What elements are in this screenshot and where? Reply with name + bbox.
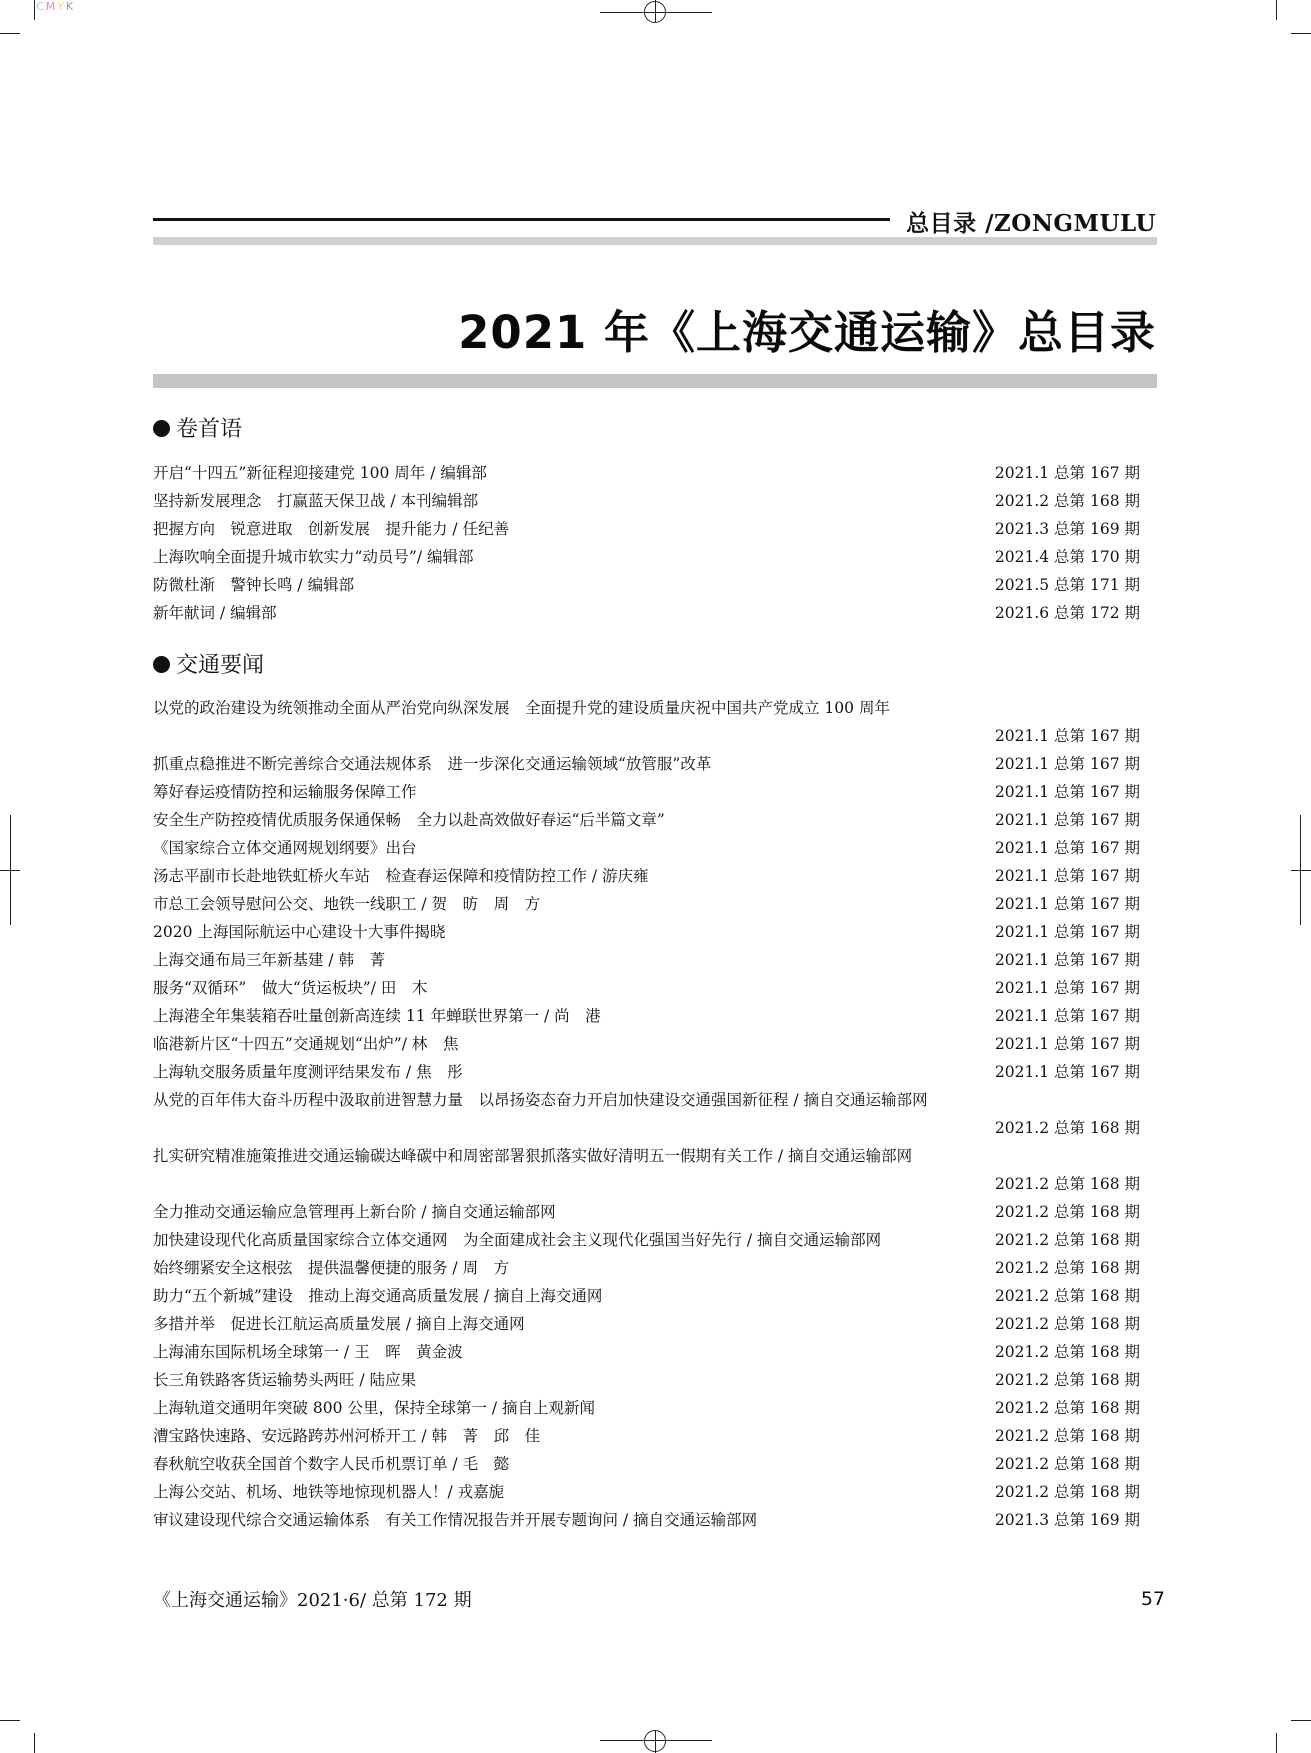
toc-entry — [153, 1198, 1140, 1226]
toc-entry-title: 扎实研究精准施策推进交通运输碳达峰碳中和周密部署狠抓落实做好清明五一假期有关工作 / 摘自交通运输部网 — [153, 1147, 913, 1165]
toc-entry-issue: 2021.4 总第 170 期 — [994, 548, 1140, 566]
toc-entry-title: 上海交通布局三年新基建 / 韩 菁 — [153, 951, 386, 969]
toc-entry-issue: 2021.1 总第 167 期 — [994, 1035, 1140, 1053]
toc-entry-issue: 2021.1 总第 167 期 — [994, 727, 1140, 745]
page-title: 2021 年《上海交通运输》总目录 — [458, 306, 1156, 359]
toc-entry — [153, 1366, 1140, 1394]
toc-entry — [153, 778, 1140, 806]
toc-entry-title: 漕宝路快速路、安远路跨苏州河桥开工 / 韩 菁 邱 佳 — [153, 1427, 541, 1445]
toc-entry-title: 长三角铁路客货运输势头两旺 / 陆应果 — [153, 1371, 417, 1389]
bullet-icon — [153, 420, 170, 437]
toc-entry — [153, 974, 1140, 1002]
toc-entry — [153, 1226, 1140, 1254]
toc-entry-title: 上海公交站、机场、地铁等地惊现机器人！/ 戎嘉旎 — [153, 1483, 505, 1501]
toc-entry-title: 上海吹响全面提升城市软实力“动员号”/ 编辑部 — [153, 548, 474, 566]
toc-entry — [153, 1338, 1140, 1366]
toc-entry-title: 开启“十四五”新征程迎接建党 100 周年 / 编辑部 — [153, 464, 487, 482]
toc-entry-issue: 2021.2 总第 168 期 — [994, 1203, 1140, 1221]
toc-list-transport-news — [153, 694, 1140, 1534]
toc-entry-title: 防微杜渐 警钟长鸣 / 编辑部 — [153, 576, 355, 594]
toc-entry-title: 审议建设现代综合交通运输体系 有关工作情况报告并开展专题询问 / 摘自交通运输部网 — [153, 1511, 758, 1529]
toc-entry-title: 把握方向 锐意进取 创新发展 提升能力 / 任纪善 — [153, 520, 510, 538]
toc-entry-title: 上海浦东国际机场全球第一 / 王 晖 黄金波 — [153, 1343, 463, 1361]
toc-entry — [153, 918, 1140, 946]
toc-entry — [153, 543, 1140, 571]
toc-entry-issue: 2021.2 总第 168 期 — [994, 1455, 1140, 1473]
toc-entry — [153, 1478, 1140, 1506]
bullet-icon — [153, 656, 170, 673]
toc-entry-issue: 2021.1 总第 167 期 — [994, 1063, 1140, 1081]
toc-entry — [153, 1086, 1140, 1142]
title-gray-band — [153, 374, 1157, 388]
toc-entry — [153, 515, 1140, 543]
toc-entry — [153, 1422, 1140, 1450]
toc-entry-issue: 2021.2 总第 168 期 — [994, 1175, 1140, 1193]
toc-entry — [153, 806, 1140, 834]
toc-entry — [153, 1142, 1140, 1198]
toc-entry-title: 上海轨道交通明年突破 800 公里，保持全球第一 / 摘自上观新闻 — [153, 1399, 596, 1417]
toc-entry — [153, 1394, 1140, 1422]
toc-entry — [153, 1030, 1140, 1058]
toc-entry-title: 新年献词 / 编辑部 — [153, 604, 277, 622]
toc-entry — [153, 1506, 1140, 1534]
toc-entry-issue: 2021.1 总第 167 期 — [994, 979, 1140, 997]
toc-entry-title: 从党的百年伟大奋斗历程中汲取前进智慧力量 以昂扬姿态奋力开启加快建设交通强国新征程 / 摘自交通运输部网 — [153, 1091, 928, 1109]
toc-entry-issue: 2021.1 总第 167 期 — [994, 811, 1140, 829]
toc-entry — [153, 1254, 1140, 1282]
toc-entry-title: 上海港全年集装箱吞吐量创新高连续 11 年蝉联世界第一 / 尚 港 — [153, 1007, 601, 1025]
toc-entry — [153, 834, 1140, 862]
toc-entry-issue: 2021.1 总第 167 期 — [994, 464, 1140, 482]
toc-entry — [153, 1310, 1140, 1338]
toc-entry — [153, 1058, 1140, 1086]
toc-entry-title: 上海轨交服务质量年度测评结果发布 / 焦 彤 — [153, 1063, 463, 1081]
toc-entry-issue: 2021.1 总第 167 期 — [994, 783, 1140, 801]
toc-entry-title: 加快建设现代化高质量国家综合立体交通网 为全面建成社会主义现代化强国当好先行 / 摘自交通运输部网 — [153, 1231, 882, 1249]
toc-entry-issue: 2021.2 总第 168 期 — [994, 1427, 1140, 1445]
toc-entry-title: 安全生产防控疫情优质服务保通保畅 全力以赴高效做好春运“后半篇文章” — [153, 811, 665, 829]
toc-entry-issue: 2021.2 总第 168 期 — [994, 1483, 1140, 1501]
toc-entry — [153, 890, 1140, 918]
toc-entry — [153, 599, 1140, 627]
toc-entry — [153, 862, 1140, 890]
toc-entry-issue: 2021.5 总第 171 期 — [994, 576, 1140, 594]
toc-entry — [153, 459, 1140, 487]
toc-entry-issue: 2021.2 总第 168 期 — [994, 492, 1140, 510]
toc-entry-issue: 2021.1 总第 167 期 — [994, 895, 1140, 913]
page-number: 57 — [1140, 1588, 1165, 1610]
toc-entry — [153, 750, 1140, 778]
toc-entry-issue: 2021.2 总第 168 期 — [994, 1371, 1140, 1389]
toc-entry-issue: 2021.3 总第 169 期 — [994, 520, 1140, 538]
header-rule — [153, 218, 890, 221]
toc-entry-issue: 2021.2 总第 168 期 — [994, 1399, 1140, 1417]
toc-entry-title: 全力推动交通运输应急管理再上新台阶 / 摘自交通运输部网 — [153, 1203, 556, 1221]
toc-entry — [153, 1282, 1140, 1310]
section-heading-transport-news: 交通要闻 — [153, 648, 264, 679]
toc-entry — [153, 487, 1140, 515]
toc-entry — [153, 946, 1140, 974]
color-registration-mark: CMYK — [36, 0, 76, 13]
toc-entry — [153, 571, 1140, 599]
toc-entry-title: 临港新片区“十四五”交通规划“出炉”/ 林 焦 — [153, 1035, 459, 1053]
toc-list-foreword — [153, 459, 1140, 627]
toc-entry-title: 筹好春运疫情防控和运输服务保障工作 — [153, 783, 417, 801]
toc-entry-issue: 2021.2 总第 168 期 — [994, 1315, 1140, 1333]
toc-entry — [153, 1450, 1140, 1478]
toc-entry-title: 汤志平副市长赴地铁虹桥火车站 检查春运保障和疫情防控工作 / 游庆雍 — [153, 867, 649, 885]
toc-entry-title: 坚持新发展理念 打赢蓝天保卫战 / 本刊编辑部 — [153, 492, 479, 510]
section-heading-foreword: 卷首语 — [153, 412, 242, 443]
toc-entry-issue: 2021.2 总第 168 期 — [994, 1259, 1140, 1277]
toc-entry — [153, 1002, 1140, 1030]
toc-entry-issue: 2021.2 总第 168 期 — [994, 1287, 1140, 1305]
toc-entry-title: 《国家综合立体交通网规划纲要》出台 — [153, 839, 417, 857]
toc-entry-title: 服务“双循环” 做大“货运板块”/ 田 木 — [153, 979, 428, 997]
toc-entry-issue: 2021.6 总第 172 期 — [994, 604, 1140, 622]
footer-journal-issue: 《上海交通运输》2021·6/ 总第 172 期 — [153, 1590, 472, 1611]
toc-entry-issue: 2021.1 总第 167 期 — [994, 1007, 1140, 1025]
toc-entry-title: 助力“五个新城”建设 推动上海交通高质量发展 / 摘自上海交通网 — [153, 1287, 603, 1305]
toc-entry-title: 市总工会领导慰问公交、地铁一线职工 / 贺 昉 周 方 — [153, 895, 541, 913]
toc-entry-issue: 2021.1 总第 167 期 — [994, 923, 1140, 941]
header-gray-band — [153, 237, 1157, 245]
toc-entry — [153, 694, 1140, 750]
toc-entry-issue: 2021.2 总第 168 期 — [994, 1119, 1140, 1137]
toc-entry-title: 抓重点稳推进不断完善综合交通法规体系 进一步深化交通运输领域“放管服”改革 — [153, 755, 712, 773]
toc-entry-title: 始终绷紧安全这根弦 提供温馨便捷的服务 / 周 方 — [153, 1259, 510, 1277]
section-header-label: 总目录 /ZONGMULU — [906, 210, 1156, 237]
toc-entry-title: 2020 上海国际航运中心建设十大事件揭晓 — [153, 923, 446, 941]
toc-entry-title: 多措并举 促进长江航运高质量发展 / 摘自上海交通网 — [153, 1315, 525, 1333]
toc-entry-issue: 2021.1 总第 167 期 — [994, 755, 1140, 773]
toc-entry-title: 以党的政治建设为统领推动全面从严治党向纵深发展 全面提升党的建设质量庆祝中国共产党成立 100 周年 — [153, 699, 890, 717]
toc-entry-title: 春秋航空收获全国首个数字人民币机票订单 / 毛 懿 — [153, 1455, 510, 1473]
toc-entry-issue: 2021.2 总第 168 期 — [994, 1231, 1140, 1249]
toc-entry-issue: 2021.2 总第 168 期 — [994, 1343, 1140, 1361]
toc-entry-issue: 2021.3 总第 169 期 — [994, 1511, 1140, 1529]
toc-entry-issue: 2021.1 总第 167 期 — [994, 867, 1140, 885]
toc-entry-issue: 2021.1 总第 167 期 — [994, 839, 1140, 857]
toc-entry-issue: 2021.1 总第 167 期 — [994, 951, 1140, 969]
